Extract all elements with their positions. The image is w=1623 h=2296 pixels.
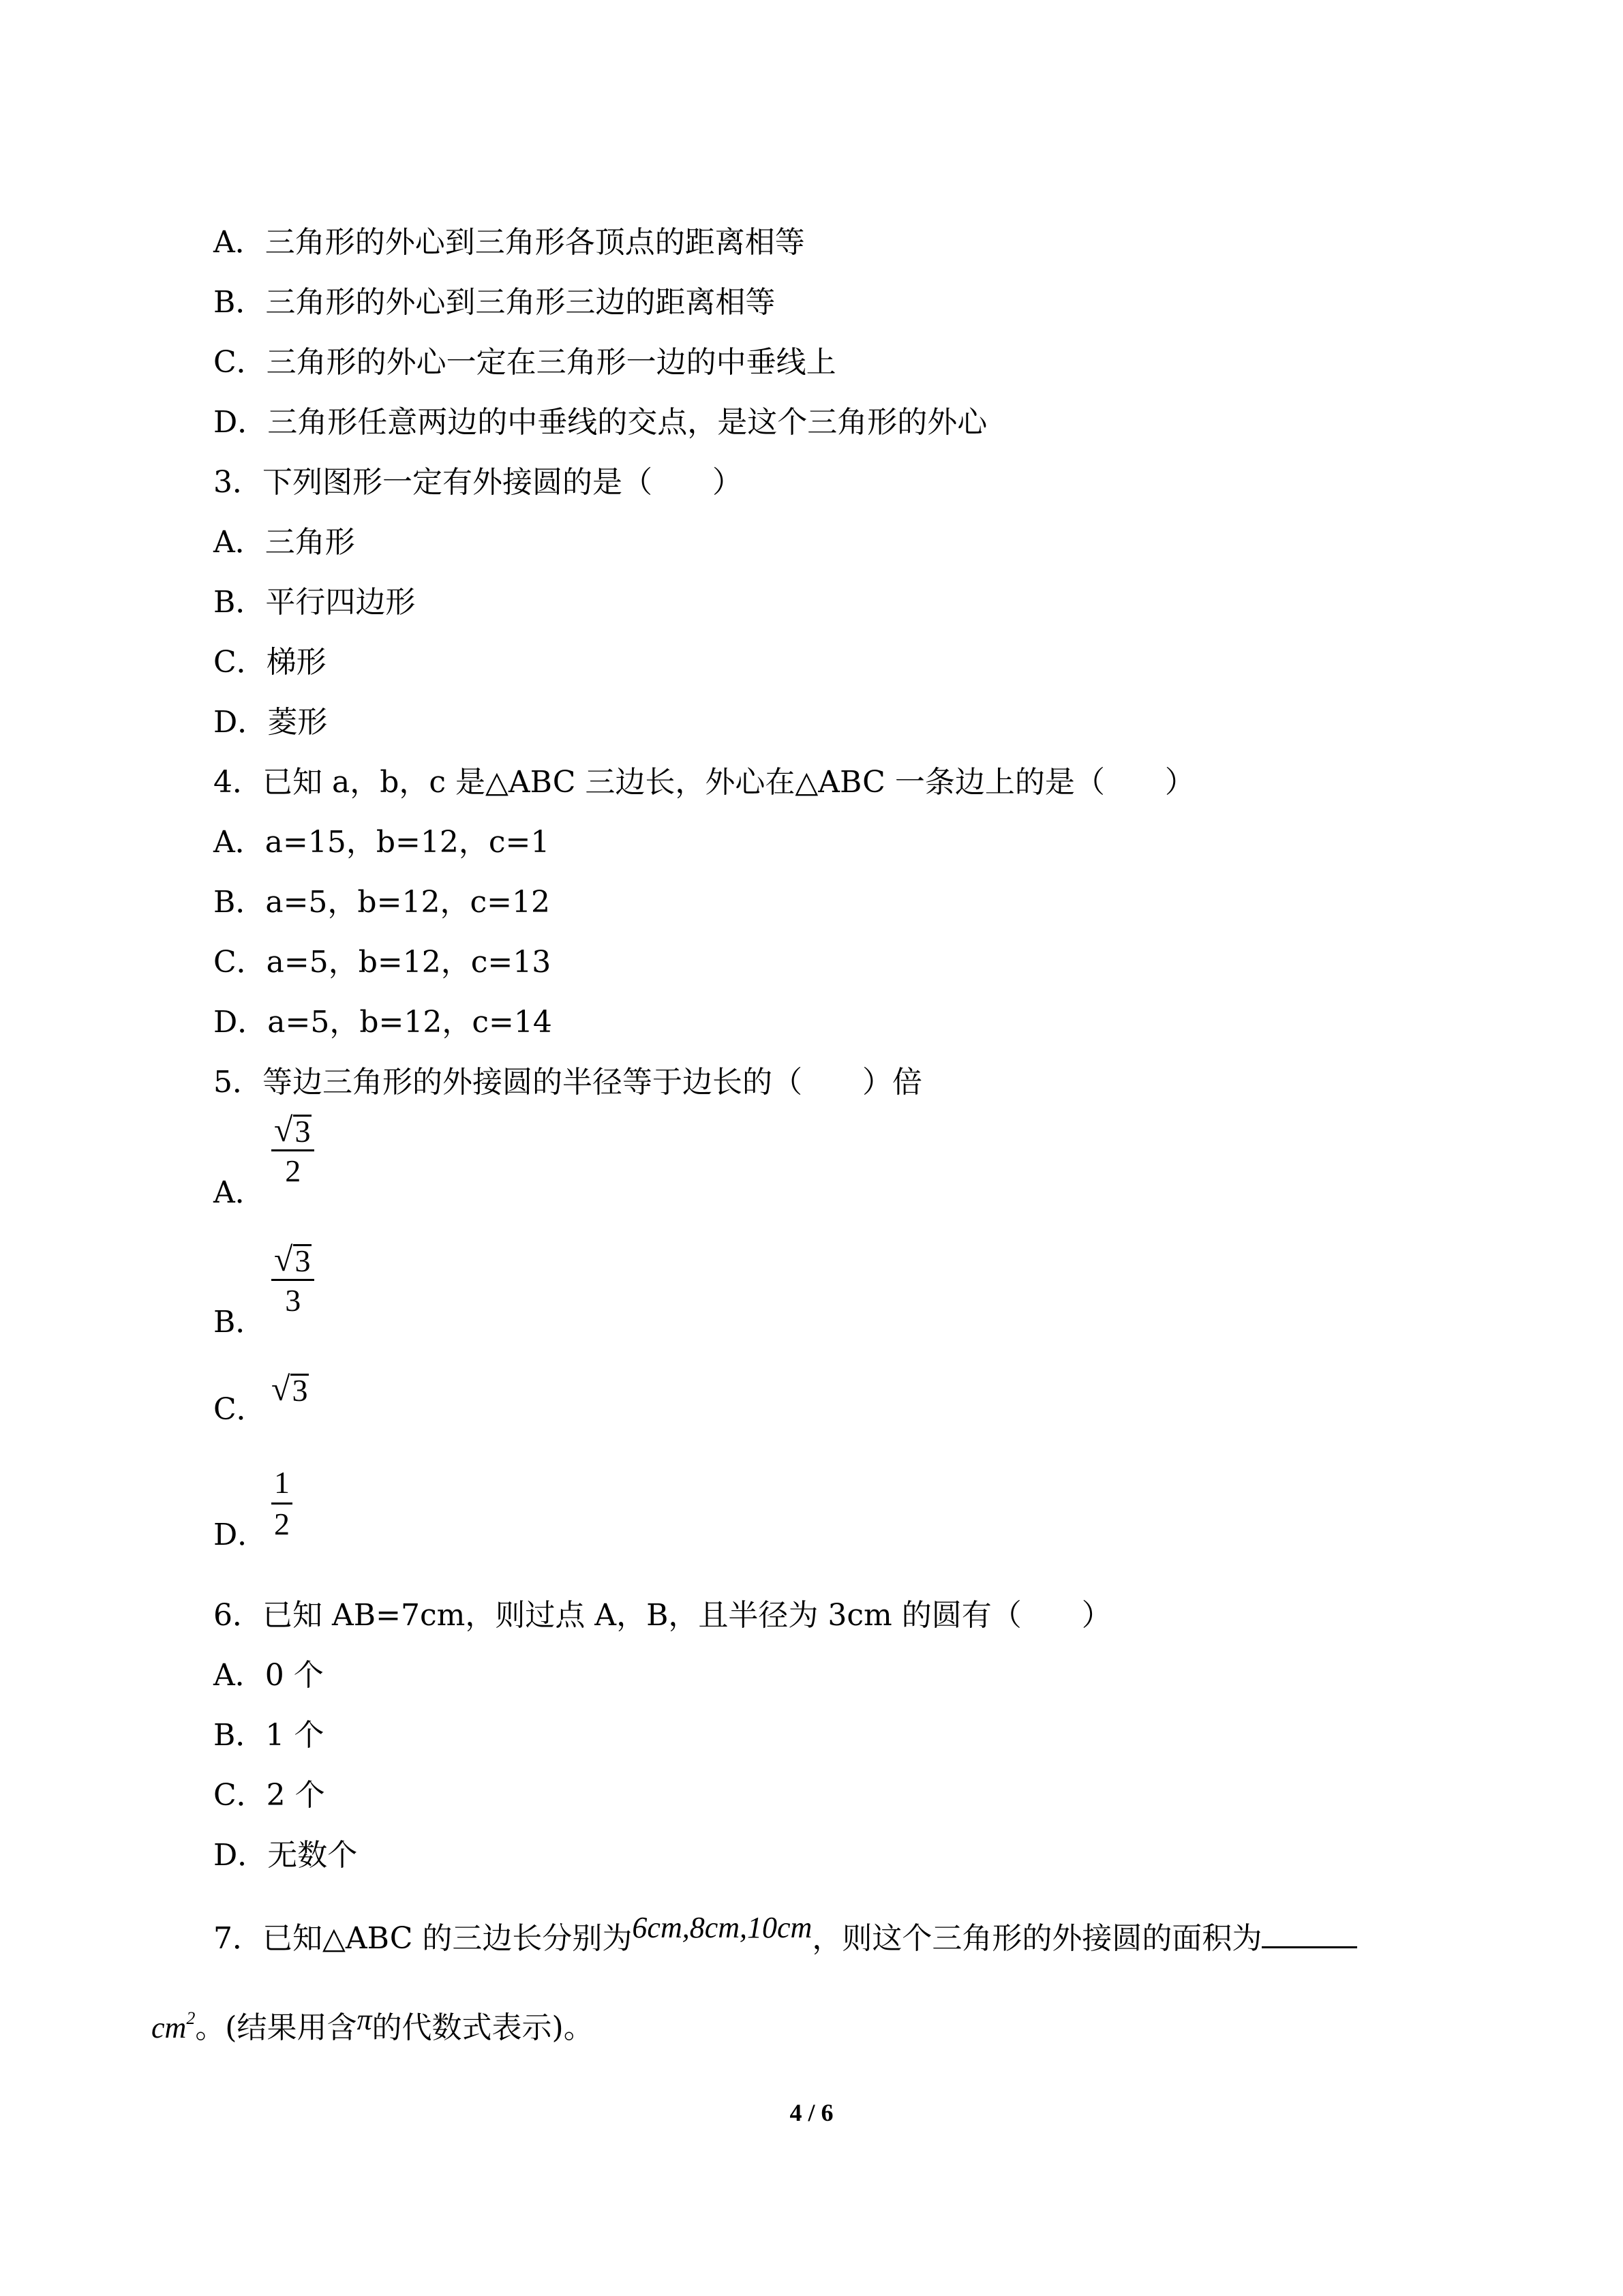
- q5-stem: 5．等边三角形的外接圆的半径等于边长的（ ）倍: [213, 1065, 922, 1100]
- q4-stem: 4．已知 a，b，c 是△ABC 三边长，外心在△ABC 一条边上的是（ ）: [213, 765, 1195, 800]
- q5-option-b-fraction: √ 3 3: [271, 1242, 314, 1318]
- q6-option-c: C．2 个: [213, 1778, 325, 1813]
- q6-option-d: D．无数个: [213, 1838, 358, 1873]
- q7-continuation: [151, 2003, 594, 2053]
- q5-option-d-fraction: $\frac{1}{2}$: [271, 1466, 292, 1541]
- q5-option-c-radical: √ 3: [271, 1370, 308, 1408]
- q2-option-a: A．三角形的外心到三角形各顶点的距离相等: [213, 225, 805, 260]
- q7-sides: 6cm,8cm,10cm: [632, 1911, 813, 1944]
- q7-suffix: ，则这个三角形的外接圆的面积为: [812, 1921, 1262, 1956]
- q7-unit: cm: [151, 2011, 187, 2044]
- q7-pi: π: [357, 2003, 372, 2036]
- q7-note-b: 的代数式表示)。: [371, 2010, 594, 2045]
- q3-option-a: A．三角形: [213, 525, 355, 560]
- q6-option-b: B．1 个: [213, 1718, 324, 1753]
- q2-option-c: C．三角形的外心一定在三角形一边的中垂线上: [213, 345, 836, 380]
- q5-option-a-fraction: √ 3 2: [271, 1113, 314, 1188]
- q2-option-d: D．三角形任意两边的中垂线的交点，是这个三角形的外心: [213, 405, 988, 440]
- q2-option-b: B．三角形的外心到三角形三边的距离相等: [213, 285, 776, 320]
- q3-option-b: B．平行四边形: [213, 585, 416, 620]
- q3-stem: 3．下列图形一定有外接圆的是（ ）: [213, 465, 742, 500]
- q7-prefix: 7．已知△ABC 的三边长分别为: [213, 1921, 633, 1956]
- q6-stem: 6．已知 AB=7cm，则过点 A，B，且半径为 3cm 的圆有（ ）: [213, 1598, 1112, 1633]
- q4-option-d: D．a=5，b=12，c=14: [213, 1005, 552, 1040]
- q5-option-a-label: A．: [213, 1175, 265, 1210]
- q4-option-b: B．a=5，b=12，c=12: [213, 885, 550, 920]
- q3-option-c: C．梯形: [213, 645, 327, 680]
- page-number: 4 / 6: [789, 2099, 834, 2126]
- q5-option-c-label: C．: [213, 1392, 267, 1427]
- q4-option-a: A．a=15，b=12，c=1: [213, 825, 550, 860]
- q7-unit-exp: 2: [186, 2008, 196, 2028]
- q4-option-c: C．a=5，b=12，c=13: [213, 945, 551, 980]
- q7-stem: [213, 1911, 1357, 1959]
- q3-option-d: D．菱形: [213, 705, 328, 740]
- q6-option-a: A．0 个: [213, 1658, 324, 1693]
- q7-answer-blank[interactable]: [1262, 1919, 1357, 1948]
- q5-option-b-label: B．: [213, 1305, 266, 1340]
- q7-note-a: 。(结果用含: [195, 2010, 357, 2045]
- q5-option-d-label: D．: [213, 1517, 268, 1552]
